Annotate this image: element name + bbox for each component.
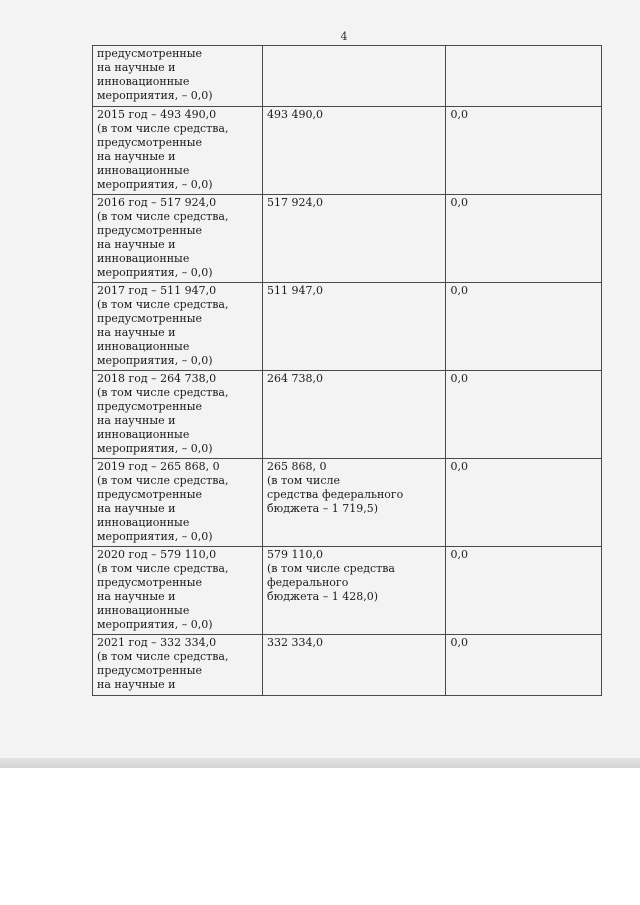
cell-line: на научные и [97, 501, 176, 515]
cell-line: (в том числе средства, [97, 297, 229, 311]
row-description-cell [93, 107, 263, 195]
cell-line: предусмотренные [97, 575, 203, 589]
row-description-cell [93, 371, 263, 459]
cell-line: предусмотренные [97, 399, 203, 413]
cell-line: 493 490,0 [267, 108, 323, 121]
cell-line: 0,0 [450, 636, 468, 649]
cell-line: (в том числе средства, [97, 209, 229, 223]
cell-line: 265 868, 0 [267, 460, 327, 473]
cell-line: бюджета – 1 428,0) [267, 589, 379, 603]
row-other-cell [446, 371, 602, 459]
cell-line: 264 738,0 [267, 372, 323, 385]
cell-line: (в том числе [267, 473, 341, 487]
table-row [93, 107, 602, 195]
cell-line: мероприятия, – 0,0) [97, 265, 213, 279]
cell-line: инновационные [97, 163, 190, 177]
cell-line: 2021 год – 332 334,0 [97, 636, 217, 649]
cell-line: предусмотренные [97, 223, 203, 237]
cell-line: мероприятия, – 0,0) [97, 88, 213, 102]
row-description-cell [93, 635, 263, 696]
cell-line: бюджета – 1 719,5) [267, 501, 379, 515]
cell-line: (в том числе средства, [97, 385, 229, 399]
cell-line: 511 947,0 [267, 284, 323, 297]
row-amount-cell [263, 635, 446, 696]
row-amount-cell [263, 459, 446, 547]
cell-line: инновационные [97, 251, 190, 265]
cell-line: (в том числе средства, [97, 121, 229, 135]
table-row [93, 46, 602, 107]
row-amount-cell [263, 107, 446, 195]
cell-line: инновационные [97, 339, 190, 353]
cell-line: инновационные [97, 427, 190, 441]
cell-line: (в том числе средства [267, 561, 395, 575]
cell-line: 517 924,0 [267, 196, 323, 209]
cell-line: на научные и [97, 413, 176, 427]
row-description-cell [93, 547, 263, 635]
cell-line: 2019 год – 265 868, 0 [97, 460, 220, 473]
cell-line: мероприятия, – 0,0) [97, 529, 213, 543]
cell-line: на научные и [97, 325, 176, 339]
row-amount-cell [263, 46, 446, 107]
cell-line: предусмотренные [97, 135, 203, 149]
cell-line: предусмотренные [97, 47, 203, 60]
cell-line: 0,0 [450, 460, 468, 473]
row-other-cell [446, 547, 602, 635]
cell-line: мероприятия, – 0,0) [97, 353, 213, 367]
cell-line: 2015 год – 493 490,0 [97, 108, 217, 121]
cell-line: 2020 год – 579 110,0 [97, 548, 217, 561]
cell-line: мероприятия, – 0,0) [97, 617, 213, 631]
budget-table [92, 45, 602, 696]
cell-line: на научные и [97, 149, 176, 163]
cell-line: на научные и [97, 677, 176, 691]
row-other-cell [446, 195, 602, 283]
cell-line: 0,0 [450, 196, 468, 209]
cell-line: (в том числе средства, [97, 473, 229, 487]
cell-line: предусмотренные [97, 311, 203, 325]
cell-line: (в том числе средства, [97, 649, 229, 663]
cell-line: на научные и [97, 60, 176, 74]
cell-line: инновационные [97, 74, 190, 88]
row-description-cell [93, 46, 263, 107]
row-other-cell [446, 283, 602, 371]
cell-line: предусмотренные [97, 663, 203, 677]
cell-line: на научные и [97, 237, 176, 251]
cell-line: инновационные [97, 603, 190, 617]
row-description-cell [93, 195, 263, 283]
cell-line: на научные и [97, 589, 176, 603]
scan-edge-shadow [0, 758, 640, 768]
row-other-cell [446, 635, 602, 696]
row-amount-cell [263, 371, 446, 459]
row-amount-cell [263, 547, 446, 635]
cell-line: инновационные [97, 515, 190, 529]
row-other-cell [446, 459, 602, 547]
table-row [93, 635, 602, 696]
cell-line: мероприятия, – 0,0) [97, 441, 213, 455]
cell-line: мероприятия, – 0,0) [97, 177, 213, 191]
cell-line: федерального [267, 575, 349, 589]
row-amount-cell [263, 195, 446, 283]
cell-line: 579 110,0 [267, 548, 323, 561]
table-row [93, 195, 602, 283]
table-row [93, 459, 602, 547]
table-row [93, 371, 602, 459]
cell-line: 0,0 [450, 284, 468, 297]
page-number: 4 [340, 30, 348, 43]
row-description-cell [93, 459, 263, 547]
cell-line: 0,0 [450, 372, 468, 385]
cell-line: 332 334,0 [267, 636, 323, 649]
cell-line: 2016 год – 517 924,0 [97, 196, 217, 209]
row-amount-cell [263, 283, 446, 371]
cell-line: (в том числе средства, [97, 561, 229, 575]
cell-line: 2018 год – 264 738,0 [97, 372, 217, 385]
cell-line: 0,0 [450, 108, 468, 121]
row-other-cell [446, 107, 602, 195]
cell-line: 2017 год – 511 947,0 [97, 284, 217, 297]
table-row [93, 547, 602, 635]
row-other-cell [446, 46, 602, 107]
row-description-cell [93, 283, 263, 371]
table-row [93, 283, 602, 371]
cell-line: средства федерального [267, 487, 404, 501]
cell-line: 0,0 [450, 548, 468, 561]
cell-line: предусмотренные [97, 487, 203, 501]
